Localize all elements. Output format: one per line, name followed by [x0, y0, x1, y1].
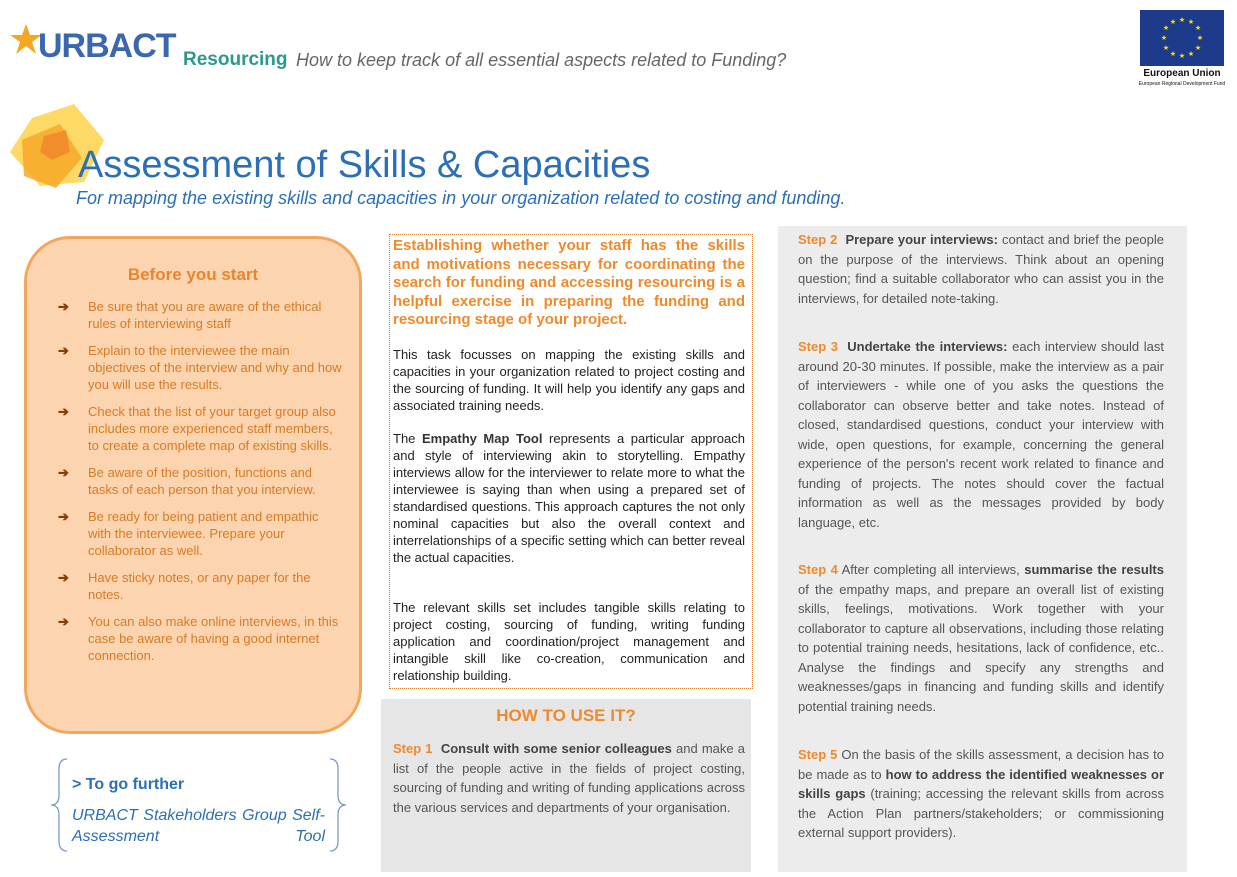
step-heading: Consult with some senior colleagues — [440, 741, 672, 756]
step-heading: how to address the identified weaknesses or skills gaps — [798, 766, 1165, 801]
step-number: Step 4 — [798, 562, 838, 577]
arrow-right-icon: ➔ — [58, 509, 69, 524]
svg-text:★: ★ — [1162, 44, 1170, 52]
svg-text:★: ★ — [1178, 16, 1186, 24]
svg-text:★: ★ — [1169, 18, 1177, 26]
step-heading: Prepare your interviews: — [845, 232, 998, 247]
step-3 — [798, 337, 1164, 532]
step-text-pre: After completing all interviews, — [837, 562, 1025, 577]
before-you-start-title: Before you start — [127, 265, 259, 284]
step-2 — [798, 230, 1164, 308]
p2-pre: The — [393, 431, 422, 446]
left-brace-icon — [47, 757, 71, 853]
list-item-text: Be sure that you are aware of the ethical rules of interviewing staff — [88, 299, 322, 331]
list-item-text: Have sticky notes, or any paper for the notes. — [88, 570, 311, 602]
svg-text:★: ★ — [1160, 34, 1168, 42]
go-further-title: > To go further — [72, 776, 185, 793]
arrow-right-icon: ➔ — [58, 465, 69, 480]
list-item — [58, 403, 342, 454]
page-title: Assessment of Skills & Capacities — [78, 144, 651, 186]
list-item — [58, 569, 342, 603]
eu-label: European Union — [1143, 68, 1221, 79]
list-item-text: Explain to the interviewee the main objectives of the interview and why and how you will use the results. — [88, 343, 342, 392]
intro-paragraph-2 — [393, 430, 745, 566]
step-4 — [798, 560, 1164, 716]
svg-text:★: ★ — [1169, 50, 1177, 58]
step-5 — [798, 745, 1164, 843]
list-item — [58, 613, 342, 664]
arrow-right-icon: ➔ — [58, 570, 69, 585]
logo-text: URBACT — [38, 27, 176, 65]
page-subtitle: For mapping the existing skills and capacities in your organization related to costing and funding. — [76, 188, 846, 208]
step-number: Step 1 — [393, 741, 433, 756]
eu-flag — [1140, 10, 1224, 66]
arrow-right-icon: ➔ — [58, 404, 69, 419]
section-label: Resourcing — [183, 49, 288, 70]
how-to-use-title: HOW TO USE IT? — [496, 706, 636, 725]
step-text: each interview should last around 20-30 minutes. If possible, make the interview as a pair of interviewers - while one of you asks the questions the collaborator can observe better and take notes. Instead of closed, standardised questions, conduct your interview with wide, open questions, for example, concerning the general experience of the person's recent work related to finance and funding of projects. The notes should cover the factual information as well as the messages provided by body language, etc. — [798, 339, 1164, 530]
right-brace-icon — [326, 757, 350, 853]
arrow-right-icon: ➔ — [58, 614, 69, 629]
list-item-text: Check that the list of your target group also includes more experienced staff members, to create a complete map of existing skills. — [88, 404, 336, 453]
step-number: Step 2 — [798, 232, 838, 247]
svg-text:★: ★ — [1162, 24, 1170, 32]
list-item-text: Be ready for being patient and empathic with the interviewee. Prepare your collaborator as well. — [88, 509, 319, 558]
svg-text:★: ★ — [1187, 18, 1195, 26]
list-item — [58, 464, 342, 498]
step-number: Step 3 — [798, 339, 839, 354]
list-item-text: You can also make online interviews, in this case be aware of having a good internet connection. — [88, 614, 339, 663]
step-text-pre: On the basis of the skills assessment, a decision has to be made as to — [798, 747, 1164, 782]
list-item — [58, 298, 342, 332]
step-text: and make a list of the people active in the fields of project costing, sourcing of funding and writing of funding applications across the various services and departments of your organisation. — [393, 741, 745, 815]
step-heading: Undertake the interviews: — [847, 339, 1008, 354]
p2-post: represents a particular approach and style of interviewing akin to storytelling. Empathy interviews allow for the interviewer to relate more to what the interviewee is saying than when using a prepared set of standardised questions. This approach captures the not only nominal capacities but also the overall context and interrelationships of a specific setting which can better reveal the actual capacities. — [393, 431, 745, 565]
list-item — [58, 342, 342, 393]
section-question: How to keep track of all essential aspects related to Funding? — [296, 50, 787, 70]
intro-lead: Establishing whether your staff has the skills and motivations necessary for coordinating the search for funding and accessing resourcing is a helpful exercise in preparing the funding and resourcing stage of your project. — [393, 237, 745, 328]
step-text: (training; accessing the relevant skills from across the Action Plan partners/stakeholders; or commissioning external support providers). — [798, 786, 1164, 840]
list-item-text: Be aware of the position, functions and tasks of each person that you interview. — [88, 465, 316, 497]
step-1 — [393, 739, 745, 817]
before-you-start-list — [58, 298, 342, 674]
go-further-link[interactable]: URBACT Stakeholders Group Self-Assessment Tool — [72, 807, 325, 845]
step-number: Step 5 — [798, 747, 838, 762]
eu-sublabel: European Regional Development Fund — [1138, 81, 1226, 87]
intro-paragraph-3: The relevant skills set includes tangible skills relating to project costing, sourcing of funding, writing funding application and coordination/project management and intangible skill like co-creation, communication and relationship building. — [393, 600, 745, 683]
step-text: of the empathy maps, and prepare an overall list of existing skills, feelings, motivations. Work together with your collaborator to capture all observations, including those relating to potential training needs, hesitations, lack of confidence, etc.. Analyse the findings and specify any strengths and weaknesses/gaps in financing and funding skills and identify potential training needs. — [798, 581, 1164, 714]
step-text: contact and brief the people on the purpose of the interviews. Think about an opening question; find a suitable collaborator who can assist you in the interviews, for detailed note-taking. — [798, 232, 1165, 306]
intro-paragraph-1: This task focusses on mapping the existing skills and capacities in your organization related to project costing and the sourcing of funding. It will help you identify any gaps and associated training needs. — [393, 347, 745, 413]
svg-text:★: ★ — [1194, 24, 1202, 32]
svg-text:★: ★ — [1178, 52, 1186, 60]
eu-stars-icon — [1140, 10, 1224, 66]
svg-text:★: ★ — [1187, 50, 1195, 58]
arrow-right-icon: ➔ — [58, 299, 69, 314]
arrow-right-icon: ➔ — [58, 343, 69, 358]
svg-text:★: ★ — [1194, 44, 1202, 52]
step-heading: summarise the results — [1024, 562, 1164, 577]
svg-text:★: ★ — [1196, 34, 1204, 42]
list-item — [58, 508, 342, 559]
empathy-map-tool-label: Empathy Map Tool — [421, 431, 543, 446]
